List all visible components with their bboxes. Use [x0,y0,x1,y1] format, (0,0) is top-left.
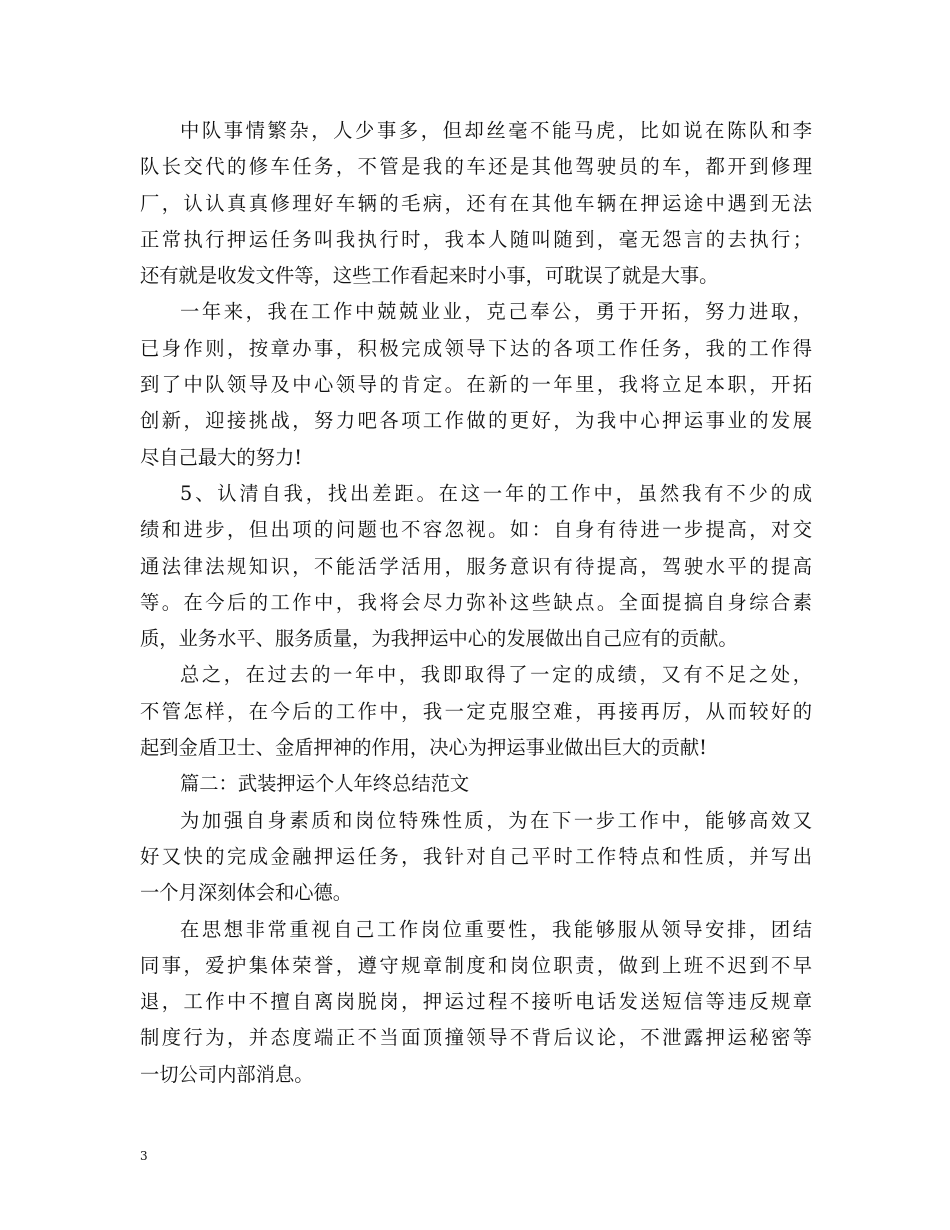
text-line: 好又快的完成金融押运任务，我针对自己平时工作特点和性质，并写出 [140,844,812,868]
text-line: 制度行为，并态度端正不当面顶撞领导不背后议论，不泄露押运秘密等 [140,1026,812,1050]
text-line: 创新，迎接挑战，努力吧各项工作做的更好，为我中心押运事业的发展 [140,409,812,433]
text-line: 正常执行押运任务叫我执行时，我本人随叫随到，毫无怨言的去执行； [140,227,812,251]
text-line: 总之，在过去的一年中，我即取得了一定的成绩，又有不足之处， [180,663,812,687]
text-line: 通法律法规知识，不能活学活用，服务意识有待提高，驾驶水平的提高 [140,554,812,578]
text-line: 队长交代的修车任务，不管是我的车还是其他驾驶员的车，都开到修理 [140,155,812,179]
text-line: 不管怎样，在今后的工作中，我一定克服空难，再接再厉，从而较好的 [140,699,812,723]
text-line: 起到金盾卫士、金盾押神的作用，决心为押运事业做出巨大的贡献! [140,736,707,760]
text-line: 一年来，我在工作中兢兢业业，克己奉公，勇于开拓，努力进取， [180,300,812,324]
text-line: 同事，爱护集体荣誉，遵守规章制度和岗位职责，做到上班不迟到不早 [140,953,812,977]
text-line: 质，业务水平、服务质量，为我押运中心的发展做出自己应有的贡献。 [140,627,738,651]
text-line: 在思想非常重视自己工作岗位重要性，我能够服从领导安排，团结 [180,917,812,941]
text-line: 等。在今后的工作中，我将会尽力弥补这些缺点。全面提搞自身综合素 [140,590,812,614]
text-line: 退，工作中不擅自离岗脱岗，押运过程不接听电话发送短信等违反规章 [140,990,812,1014]
document-body [140,113,812,1093]
text-line: 中队事情繁杂，人少事多，但却丝毫不能马虎，比如说在陈队和李 [180,119,812,142]
text-line: 篇二：武装押运个人年终总结范文 [180,772,470,796]
page-number: 3 [140,1149,148,1163]
text-line: 5、认清自我，找出差距。在这一年的工作中，虽然我有不少的成 [180,481,812,505]
text-line: 一个月深刻体会和心德。 [140,881,353,905]
text-line: 已身作则，按章办事，积极完成领导下达的各项工作任务，我的工作得 [140,336,812,360]
text-line: 到了中队领导及中心领导的肯定。在新的一年里，我将立足本职，开拓 [140,373,812,397]
text-line: 还有就是收发文件等，这些工作看起来时小事，可耽误了就是大事。 [140,264,719,288]
text-line: 为加强自身素质和岗位特殊性质，为在下一步工作中，能够高效又 [180,808,812,832]
text-line: 一切公司内部消息。 [140,1062,314,1086]
text-line: 尽自己最大的努力! [140,445,302,469]
text-line: 厂，认认真真修理好车辆的毛病，还有在其他车辆在押运途中遇到无法 [140,191,812,215]
text-line: 绩和进步，但出项的问题也不容忽视。如：自身有待进一步提高，对交 [140,518,812,542]
